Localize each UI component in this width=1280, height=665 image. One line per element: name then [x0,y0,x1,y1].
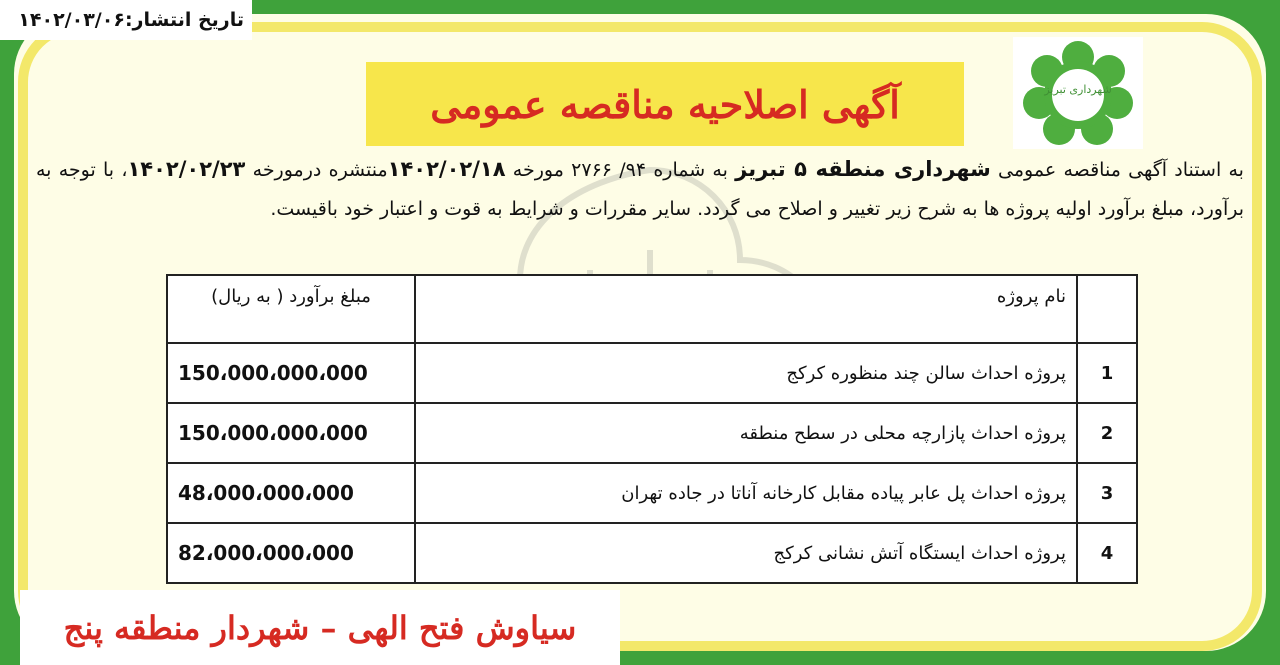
projects-table [166,274,1138,584]
row-amount: 150،000،000،000 [167,343,415,403]
row-num: 3 [1077,463,1137,523]
page-title: آگهی اصلاحیه مناقصه عمومی [430,81,900,127]
signature-text: سیاوش فتح الهی – شهردار منطقه پنج [63,608,577,647]
intro-organization: شهرداری منطقه ۵ تبریز [735,157,991,181]
table-row [167,523,1137,583]
row-num: 4 [1077,523,1137,583]
intro-part-4: ، با توجه به برآورد، مبلغ برآورد اولیه پروژه ها به شرح زیر تغییر و اصلاح می گردد. سایر مقررات و شرایط به قوت و اعتبار خود باقیست. [36,159,1244,220]
logo-text: شهرداری تبریز [1044,83,1112,96]
header-num [1077,275,1137,343]
signature-box [20,590,620,665]
municipality-logo [1013,37,1143,149]
notice-body [36,150,1244,229]
publish-date: تاریخ انتشار:۱۴۰۲/۰۳/۰۶ [0,0,252,40]
table-row [167,463,1137,523]
row-num: 2 [1077,403,1137,463]
intro-date-1: ۱۴۰۲/۰۲/۱۸ [387,157,506,181]
intro-date-2: ۱۴۰۲/۰۲/۲۳ [127,157,246,181]
row-num: 1 [1077,343,1137,403]
row-project-name: پروژه احداث پازارچه محلی در سطح منطقه [415,403,1077,463]
row-project-name: پروژه احداث ایستگاه آتش نشانی کرکج [415,523,1077,583]
row-amount: 150،000،000،000 [167,403,415,463]
row-project-name: پروژه احداث پل عابر پیاده مقابل کارخانه آناتا در جاده تهران [415,463,1077,523]
title-banner [366,62,964,146]
table-header-row [167,275,1137,343]
table-row [167,343,1137,403]
row-amount: 48،000،000،000 [167,463,415,523]
intro-part-2: به شماره ۹۴/ ۲۷۶۶ مورخه [505,159,736,181]
table-row [167,403,1137,463]
row-project-name: پروژه احداث سالن چند منظوره کرکج [415,343,1077,403]
intro-part-1: به استناد آگهی مناقصه عمومی [990,159,1244,181]
tabriz-municipality-logo-icon [1013,37,1143,149]
header-amount: مبلغ برآورد ( به ریال) [167,275,415,343]
header-project-name: نام پروژه [415,275,1077,343]
row-amount: 82،000،000،000 [167,523,415,583]
intro-part-3: منتشره درمورخه [245,159,388,181]
